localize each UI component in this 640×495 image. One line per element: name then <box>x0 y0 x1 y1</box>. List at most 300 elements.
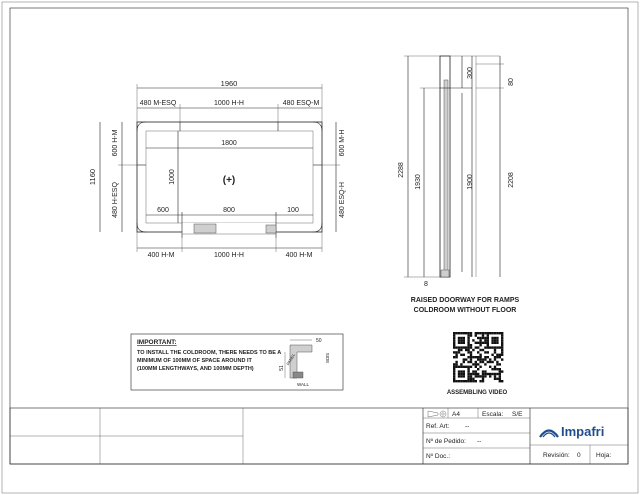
qr-module <box>491 346 493 348</box>
qr-module <box>496 373 498 375</box>
qr-module <box>475 332 477 334</box>
qr-module <box>467 342 469 344</box>
qr-module <box>465 366 467 368</box>
qr-module <box>494 356 496 358</box>
door-hinge-detail <box>194 224 216 233</box>
dim-top-mid: 1000 H-H <box>214 100 244 107</box>
qr-module <box>484 339 486 341</box>
qr-module <box>494 358 496 360</box>
qr-module <box>496 368 498 370</box>
qr-module <box>460 373 462 375</box>
qr-module <box>482 332 484 334</box>
qr-module <box>460 363 462 365</box>
qr-module <box>453 373 455 375</box>
caption-line-1: RAISED DOORWAY FOR RAMPS <box>410 297 520 304</box>
qr-module <box>501 380 503 382</box>
qr-module <box>494 368 496 370</box>
qr-module <box>470 354 472 356</box>
dim-overall-width: 1960 <box>220 79 238 88</box>
qr-module <box>470 344 472 346</box>
qr-module <box>475 346 477 348</box>
qr-module <box>482 373 484 375</box>
qr-module <box>491 354 493 356</box>
qr-module <box>470 361 472 363</box>
qr-module <box>496 339 498 341</box>
qr-module <box>463 339 465 341</box>
qr-module <box>477 358 479 360</box>
dim-section-door: 1900 <box>467 174 474 190</box>
qr-module <box>479 361 481 363</box>
dim-inner-width: 1800 <box>221 140 237 147</box>
qr-module <box>501 346 503 348</box>
qr-module <box>453 337 455 339</box>
caption-line-2: COLDROOM WITHOUT FLOOR <box>413 307 517 314</box>
qr-module <box>501 332 503 334</box>
important-line-2: MINIMUM OF 100MM OF SPACE AROUND IT <box>137 358 252 364</box>
qr-module <box>453 380 455 382</box>
qr-module <box>458 342 460 344</box>
qr-module <box>496 378 498 380</box>
qr-module <box>465 358 467 360</box>
qr-module <box>455 361 457 363</box>
qr-module <box>463 354 465 356</box>
qr-module <box>455 363 457 365</box>
hoja-label: Hoja: <box>596 452 612 459</box>
dim-right-upper: 600 M-H <box>339 129 346 157</box>
qr-module <box>472 370 474 372</box>
qr-module <box>477 337 479 339</box>
qr-module <box>470 332 472 334</box>
qr-module <box>475 356 477 358</box>
qr-module <box>467 380 469 382</box>
dim-section-total: 2288 <box>398 162 405 178</box>
qr-module <box>458 373 460 375</box>
qr-module <box>477 332 479 334</box>
section-view <box>398 56 515 288</box>
qr-module <box>458 351 460 353</box>
qr-module <box>482 334 484 336</box>
qr-module <box>458 370 460 372</box>
detail-label-panel: PANEL <box>285 352 297 367</box>
qr-module <box>499 373 501 375</box>
qr-module <box>489 375 491 377</box>
qr-module <box>494 332 496 334</box>
qr-module <box>479 342 481 344</box>
dim-left-lower: 480 H-ESQ <box>112 182 119 218</box>
dim-door-right: 100 <box>287 207 299 214</box>
qr-module <box>463 373 465 375</box>
qr-module <box>484 373 486 375</box>
qr-module <box>494 346 496 348</box>
pedido-label: Nº de Pedido: <box>426 438 466 445</box>
qr-module <box>463 366 465 368</box>
qr-module <box>463 358 465 360</box>
qr-module <box>460 380 462 382</box>
qr-module <box>460 375 462 377</box>
qr-module <box>467 334 469 336</box>
qr-module <box>484 370 486 372</box>
qr-module <box>463 332 465 334</box>
qr-module <box>491 342 493 344</box>
qr-module <box>482 380 484 382</box>
qr-module <box>460 339 462 341</box>
qr-module <box>455 332 457 334</box>
qr-module <box>499 375 501 377</box>
qr-module <box>475 370 477 372</box>
qr-module <box>489 332 491 334</box>
qr-code[interactable] <box>451 330 505 384</box>
qr-module <box>453 368 455 370</box>
dim-bot-mid: 1000 H-H <box>214 252 244 259</box>
qr-module <box>494 349 496 351</box>
qr-module <box>453 375 455 377</box>
qr-module <box>470 346 472 348</box>
qr-module <box>458 366 460 368</box>
qr-module <box>470 356 472 358</box>
qr-module <box>489 361 491 363</box>
qr-module <box>501 370 503 372</box>
center-mark: (+) <box>222 175 236 186</box>
qr-module <box>487 342 489 344</box>
qr-module <box>475 361 477 363</box>
qr-module <box>465 380 467 382</box>
qr-module <box>496 342 498 344</box>
qr-module <box>499 378 501 380</box>
dim-section-bottom: 8 <box>424 281 428 288</box>
qr-module <box>470 334 472 336</box>
qr-module <box>465 349 467 351</box>
qr-module <box>479 375 481 377</box>
qr-module <box>467 375 469 377</box>
qr-module <box>487 337 489 339</box>
qr-module <box>479 366 481 368</box>
qr-module <box>487 344 489 346</box>
qr-module <box>479 380 481 382</box>
qr-module <box>467 361 469 363</box>
qr-module <box>467 346 469 348</box>
qr-module <box>499 370 501 372</box>
qr-module <box>470 366 472 368</box>
qr-module <box>499 380 501 382</box>
qr-module <box>482 349 484 351</box>
qr-module <box>499 346 501 348</box>
qr-module <box>455 366 457 368</box>
qr-module <box>463 380 465 382</box>
dim-door-left: 600 <box>157 207 169 214</box>
dim-section-top-gap: 300 <box>467 67 474 79</box>
qr-module <box>463 361 465 363</box>
dim-door-width: 800 <box>223 207 235 214</box>
qr-module <box>472 363 474 365</box>
qr-module <box>479 332 481 334</box>
qr-module <box>470 351 472 353</box>
qr-module <box>463 370 465 372</box>
qr-module <box>484 351 486 353</box>
qr-module <box>479 349 481 351</box>
qr-module <box>467 366 469 368</box>
revision-label: Revisión: <box>543 452 570 459</box>
qr-module <box>458 346 460 348</box>
qr-module <box>477 368 479 370</box>
qr-module <box>499 354 501 356</box>
qr-module <box>496 356 498 358</box>
qr-module <box>487 334 489 336</box>
qr-module <box>453 351 455 353</box>
qr-module <box>455 351 457 353</box>
qr-module <box>477 363 479 365</box>
qr-module <box>477 351 479 353</box>
dim-right-lower: 480 ESQ-H <box>339 182 346 218</box>
qr-module <box>499 332 501 334</box>
qr-module <box>501 351 503 353</box>
important-title: IMPORTANT: <box>137 339 177 346</box>
qr-module <box>496 346 498 348</box>
detail-dim-51: 51 <box>279 365 285 371</box>
plan-view <box>88 79 346 259</box>
qr-module <box>470 375 472 377</box>
revision-value: 0 <box>577 452 581 459</box>
qr-module <box>501 349 503 351</box>
escala-label: Escala: <box>482 411 504 418</box>
qr-module <box>458 337 460 339</box>
qr-module <box>501 337 503 339</box>
qr-module <box>467 349 469 351</box>
qr-module <box>496 337 498 339</box>
qr-module <box>470 373 472 375</box>
drawing-frame <box>10 8 628 464</box>
qr-module <box>496 332 498 334</box>
qr-module <box>460 346 462 348</box>
qr-module <box>472 380 474 382</box>
qr-module <box>455 346 457 348</box>
qr-module <box>494 373 496 375</box>
qr-module <box>501 334 503 336</box>
qr-module <box>482 378 484 380</box>
qr-module <box>491 337 493 339</box>
qr-module <box>467 370 469 372</box>
qr-module <box>453 366 455 368</box>
qr-module <box>472 356 474 358</box>
qr-module <box>460 354 462 356</box>
qr-module <box>482 337 484 339</box>
qr-module <box>467 337 469 339</box>
qr-module <box>460 337 462 339</box>
qr-module <box>453 344 455 346</box>
qr-module <box>453 334 455 336</box>
qr-module <box>501 354 503 356</box>
dim-bot-right: 400 H-M <box>285 252 313 259</box>
qr-module <box>501 358 503 360</box>
qr-module <box>470 380 472 382</box>
qr-module <box>453 346 455 348</box>
qr-module <box>482 342 484 344</box>
qr-module <box>475 366 477 368</box>
qr-module <box>484 346 486 348</box>
qr-module <box>479 356 481 358</box>
doc-label: Nº Doc.: <box>426 453 451 460</box>
qr-module <box>487 332 489 334</box>
qr-module <box>458 339 460 341</box>
qr-module <box>482 375 484 377</box>
qr-module <box>484 375 486 377</box>
qr-module <box>455 354 457 356</box>
qr-module <box>475 373 477 375</box>
dim-top-right: 480 ESQ-M <box>282 100 320 107</box>
qr-module <box>494 339 496 341</box>
qr-module <box>467 356 469 358</box>
qr-module <box>491 332 493 334</box>
qr-module <box>467 378 469 380</box>
dim-section-right-top: 80 <box>508 78 515 86</box>
escala-value: S/E <box>512 411 523 418</box>
qr-module <box>484 332 486 334</box>
detail-label-wall: WALL <box>296 382 310 387</box>
qr-module <box>496 354 498 356</box>
qr-module <box>453 332 455 334</box>
qr-module <box>470 358 472 360</box>
detail-label-side: SIDE <box>325 352 330 364</box>
qr-module <box>455 356 457 358</box>
qr-module <box>475 334 477 336</box>
qr-module <box>489 346 491 348</box>
qr-module <box>453 370 455 372</box>
dim-top-left: 480 M-ESQ <box>139 100 177 107</box>
important-note <box>131 334 343 390</box>
qr-module <box>489 373 491 375</box>
qr-module <box>487 351 489 353</box>
qr-module <box>484 363 486 365</box>
qr-module <box>477 373 479 375</box>
qr-module <box>479 358 481 360</box>
outer-border <box>2 2 638 493</box>
qr-module <box>487 346 489 348</box>
qr-module <box>453 339 455 341</box>
qr-module <box>467 368 469 370</box>
qr-module <box>475 380 477 382</box>
qr-module <box>484 337 486 339</box>
qr-module <box>487 339 489 341</box>
important-line-3: (100MM LENGTHWAYS, AND 100MM DEPTH) <box>137 366 254 372</box>
qr-module <box>499 368 501 370</box>
qr-module <box>479 337 481 339</box>
qr-module <box>496 361 498 363</box>
qr-module <box>467 339 469 341</box>
qr-module <box>482 358 484 360</box>
qr-module <box>472 349 474 351</box>
dim-section-inner: 1930 <box>415 174 422 190</box>
pedido-value: -- <box>477 438 482 445</box>
qr-module <box>463 337 465 339</box>
qr-module <box>491 373 493 375</box>
qr-module <box>477 346 479 348</box>
qr-module <box>494 337 496 339</box>
qr-module <box>491 339 493 341</box>
qr-module <box>499 363 501 365</box>
dim-overall-height: 1160 <box>88 168 97 186</box>
brand-name: Impafri <box>561 424 605 439</box>
qr-module <box>465 332 467 334</box>
qr-module <box>496 363 498 365</box>
qr-module <box>472 373 474 375</box>
qr-module <box>460 342 462 344</box>
qr-module <box>472 339 474 341</box>
qr-module <box>460 332 462 334</box>
ref-label: Ref. Art: <box>426 423 450 430</box>
qr-module <box>494 342 496 344</box>
qr-module <box>477 356 479 358</box>
qr-module <box>460 370 462 372</box>
qr-module <box>484 356 486 358</box>
qr-module <box>467 344 469 346</box>
dim-bot-left: 400 H-M <box>147 252 175 259</box>
qr-module <box>501 344 503 346</box>
qr-module <box>472 378 474 380</box>
qr-module <box>482 361 484 363</box>
qr-module <box>494 366 496 368</box>
qr-module <box>475 375 477 377</box>
qr-module <box>460 349 462 351</box>
qr-module <box>460 366 462 368</box>
qr-module <box>479 344 481 346</box>
qr-module <box>477 342 479 344</box>
qr-module <box>463 346 465 348</box>
qr-module <box>467 332 469 334</box>
qr-module <box>487 356 489 358</box>
qr-module <box>475 342 477 344</box>
qr-module <box>455 380 457 382</box>
dim-section-right-height: 2208 <box>508 172 515 188</box>
qr-module <box>477 375 479 377</box>
qr-module <box>491 368 493 370</box>
qr-module <box>489 366 491 368</box>
qr-module <box>487 361 489 363</box>
qr-module <box>453 378 455 380</box>
qr-module <box>501 339 503 341</box>
ref-value: -- <box>465 423 470 430</box>
qr-module <box>479 354 481 356</box>
qr-module <box>499 356 501 358</box>
qr-module <box>467 351 469 353</box>
qr-module <box>458 380 460 382</box>
qr-module <box>458 332 460 334</box>
dim-left-upper: 600 H-M <box>112 129 119 157</box>
qr-module <box>494 375 496 377</box>
qr-module <box>458 375 460 377</box>
qr-module <box>491 361 493 363</box>
projection-symbol-icon <box>428 411 446 417</box>
qr-module <box>484 358 486 360</box>
qr-module <box>482 370 484 372</box>
detail-dim-50: 50 <box>316 338 322 344</box>
qr-module <box>494 351 496 353</box>
qr-module <box>470 378 472 380</box>
dim-inner-height: 1000 <box>169 169 176 185</box>
qr-module <box>453 342 455 344</box>
qr-module <box>465 346 467 348</box>
qr-module <box>458 349 460 351</box>
qr-module <box>487 373 489 375</box>
qr-module <box>475 363 477 365</box>
important-line-1: TO INSTALL THE COLDROOM, THERE NEEDS TO BE A <box>137 350 282 356</box>
qr-module <box>494 378 496 380</box>
qr-module <box>489 358 491 360</box>
qr-module <box>501 342 503 344</box>
impafri-logo <box>540 424 604 439</box>
qr-module <box>453 363 455 365</box>
qr-module <box>453 356 455 358</box>
qr-module <box>467 373 469 375</box>
qr-module <box>484 342 486 344</box>
